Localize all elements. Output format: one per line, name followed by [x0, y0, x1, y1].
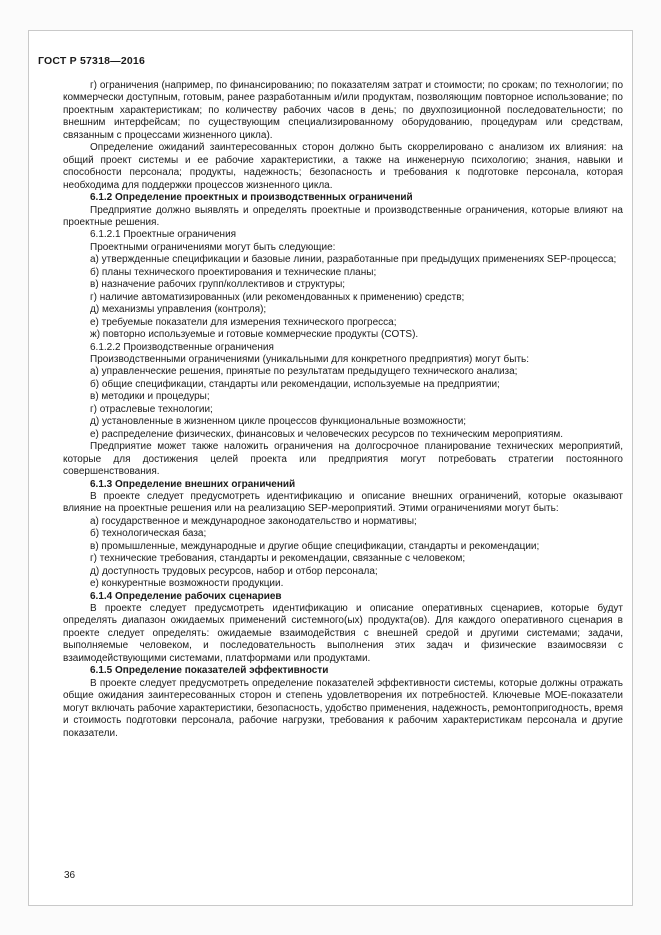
paragraph: г) наличие автоматизированных (или рекомендованных к применению) средств; [90, 291, 465, 303]
section-heading: 6.1.5 Определение показателей эффективности [90, 665, 329, 677]
document-body [63, 80, 623, 740]
paragraph: б) общие спецификации, стандарты или рекомендации, используемые на предприятии; [90, 378, 500, 390]
paragraph: а) государственное и международное законодательство и нормативы; [90, 515, 417, 527]
paragraph: Предприятие может также наложить ограничения на долгосрочное планирование технических мероприятий, которые для достижения целей проекта или предприятия могут потребовать стратегии постоянного совершенствования. [63, 441, 623, 478]
paragraph: б) планы технического проектирования и технические планы; [90, 266, 377, 278]
paragraph: г) технические требования, стандарты и рекомендации, связанные с человеком; [90, 553, 466, 565]
paragraph: Предприятие должно выявлять и определять проектные и производственные ограничения, которые влияют на проектные решения. [63, 204, 623, 228]
paragraph: е) распределение физических, финансовых и человеческих ресурсов по техническим мероприятиям. [90, 428, 564, 440]
paragraph: Производственными ограничениями (уникальными для конкретного предприятия) могут быть: [90, 353, 530, 365]
paragraph: г) отраслевые технологии; [90, 403, 213, 415]
running-header-standard-number: ГОСТ Р 57318—2016 [38, 55, 146, 67]
paragraph: Определение ожиданий заинтересованных сторон должно быть скоррелировано с анализом их влияния: на общий проект системы и ее рабочие характеристики, а также на инженерную психологию; знания, навыки и способности персонала; продукты, надежность; безопасность и требования к подготовке персонала, которая необходима для поддержки процессов жизненного цикла. [63, 142, 623, 191]
section-heading: 6.1.4 Определение рабочих сценариев [90, 590, 282, 602]
paragraph: в) промышленные, международные и другие общие спецификации, стандарты и рекомендации; [90, 540, 540, 552]
paragraph: б) технологическая база; [90, 528, 207, 540]
paragraph: Проектными ограничениями могут быть следующие: [90, 241, 336, 253]
paragraph: ж) повторно используемые и готовые коммерческие продукты (COTS). [90, 329, 419, 341]
paragraph: В проекте следует предусмотреть идентификацию и описание оперативных сценариев, которые будут определять диапазон ожидаемых применений системного(ых) продукта(ов). Для каждого оперативного сценария в проекте следует определять: ожидаемые взаимодействия с внешней средой и другими системами; задачи, выполняемые человеком, и последовательность выполнения этих задач и физические взаимосвязи с взаимодействующими системами, платформами или продуктами. [63, 603, 623, 664]
page-number: 36 [64, 870, 76, 881]
paragraph: д) доступность трудовых ресурсов, набор и отбор персонала; [90, 565, 378, 577]
paragraph: в) назначение рабочих групп/коллективов и структуры; [90, 279, 346, 291]
paragraph: д) механизмы управления (контроля); [90, 304, 267, 316]
paragraph: д) установленные в жизненном цикле процессов функциональные возможности; [90, 416, 467, 428]
paragraph: е) требуемые показатели для измерения технического прогресса; [90, 316, 397, 328]
paragraph: а) управленческие решения, принятые по результатам предыдущего технического анализа; [90, 366, 518, 378]
paragraph: е) конкурентные возможности продукции. [90, 578, 284, 590]
paragraph: В проекте следует предусмотреть определение показателей эффективности системы, которые должны отражать общие ожидания заинтересованных сторон и степень удовлетворения их потребностей. Ключевые MOE-показатели могут включать рабочие характеристики, безопасность, удобство применения, надежность, ремонтопригодность, время и стоимость подготовки персонала, рабочие нагрузки, требования к рабочим характеристикам персонала и другие показатели. [63, 677, 624, 739]
section-heading: 6.1.3 Определение внешних ограничений [90, 478, 296, 490]
document-page [28, 30, 633, 906]
paragraph: 6.1.2.2 Производственные ограничения [90, 341, 274, 353]
section-heading: 6.1.2 Определение проектных и производственных ограничений [90, 192, 413, 204]
paragraph: В проекте следует предусмотреть идентификацию и описание внешних ограничений, которые оказывают влияние на проектные решения или на реализацию SEP-мероприятий. Этими ограничениями могут быть: [63, 490, 623, 515]
paragraph: в) методики и процедуры; [90, 391, 210, 403]
paragraph: г) ограничения (например, по финансированию; по показателям затрат и стоимости; по срокам; по технологии; по коммерчески доступным, готовым, ранее разработанным и/или продуктам, позволяющим повторное использование; по проектным характеристикам; по количеству рабочих часов в день; по двухпозиционной последовательности; по внешним интерфейсам; по существующим специализированному оборудованию, процедурам или средствам, связанным с процессами жизненного цикла). [63, 80, 623, 141]
paragraph: 6.1.2.1 Проектные ограничения [90, 229, 237, 241]
paragraph: а) утвержденные спецификации и базовые линии, разработанные при предыдущих применениях SEP-процесса; [90, 254, 617, 266]
